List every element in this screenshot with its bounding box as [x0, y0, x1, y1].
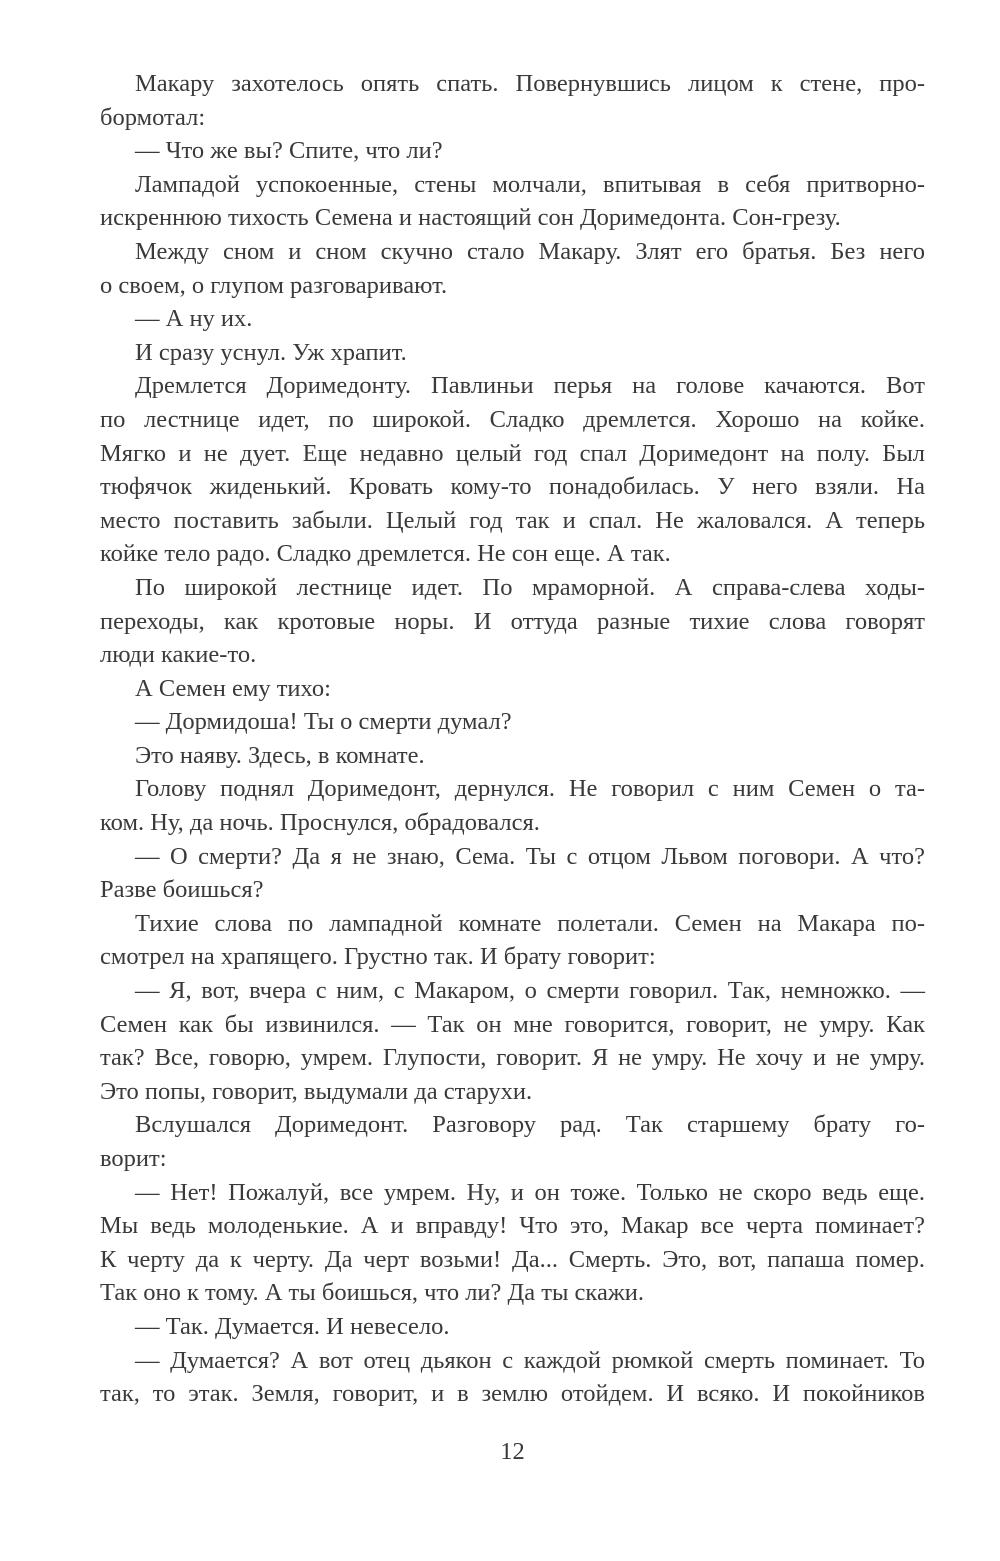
paragraph	[100, 134, 925, 168]
text-line: Мы ведь молоденькие. А и вправду! Что это, Макар все черта поминает?	[100, 1212, 925, 1240]
paragraph	[100, 168, 925, 235]
text-line: — Так. Думается. И невесело.	[135, 1312, 450, 1340]
text-line: тюфячок жиденький. Кровать кому-то понадобилась. У него взяли. На	[100, 473, 925, 501]
text-column	[100, 67, 925, 1411]
text-line: Между сном и сном скучно стало Макару. Злят его братья. Без него	[135, 237, 925, 265]
text-line: — О смерти? Да я не знаю, Сема. Ты с отцом Львом поговори. А что?	[135, 842, 925, 870]
paragraph	[100, 302, 925, 336]
text-line: Так оно к тому. А ты боишься, что ли? Да ты скажи.	[100, 1279, 644, 1307]
text-line: Вслушался Доримедонт. Разговору рад. Так старшему брату го-	[135, 1111, 925, 1139]
text-line: о своем, о глупом разговаривают.	[100, 271, 448, 299]
text-line: — Что же вы? Спите, что ли?	[135, 137, 443, 165]
text-line: ворит:	[100, 1145, 167, 1172]
text-line: ком. Ну, да ночь. Проснулся, обрадовался.	[100, 809, 540, 837]
text-line: по лестнице идет, по широкой. Сладко дремлется. Хорошо на койке.	[100, 405, 925, 433]
paragraph	[100, 772, 925, 839]
paragraph	[100, 974, 925, 1108]
text-line: так? Все, говорю, умрем. Глупости, говорит. Я не умру. Не хочу и не умру.	[100, 1044, 925, 1072]
text-line: — Нет! Пожалуй, все умрем. Ну, и он тоже. Только не скоро ведь еще.	[135, 1178, 925, 1206]
text-line: искреннюю тихость Семена и настоящий сон Доримедонта. Сон-грезу.	[100, 204, 841, 232]
text-line: так, то этак. Земля, говорит, и в землю отойдем. И всяко. И покойников	[100, 1380, 925, 1408]
text-line: Дремлется Доримедонту. Павлиньи перья на голове качаются. Вот	[135, 372, 925, 400]
text-line: По широкой лестнице идет. По мраморной. А справа-слева ходы-	[135, 573, 925, 601]
text-line: К черту да к черту. Да черт возьми! Да... Смерть. Это, вот, папаша помер.	[100, 1245, 925, 1273]
text-line: Это наяву. Здесь, в комнате.	[135, 741, 425, 769]
text-line: койке тело радо. Сладко дремлется. Не сон еще. А так.	[100, 540, 671, 568]
text-line: Тихие слова по лампадной комнате полетали. Семен на Макара по-	[135, 909, 925, 937]
paragraph	[100, 739, 925, 773]
paragraph	[100, 235, 925, 302]
text-line: Это попы, говорит, выдумали да старухи.	[100, 1077, 533, 1105]
text-line: — Думается? А вот отец дьякон с каждой рюмкой смерть поминает. То	[135, 1346, 925, 1374]
text-line: — Дормидоша! Ты о смерти думал?	[135, 708, 512, 736]
paragraph	[100, 705, 925, 739]
text-line: Семен как бы извинился. — Так он мне говорится, говорит, не умру. Как	[100, 1010, 925, 1038]
paragraph	[100, 1310, 925, 1344]
paragraph	[100, 336, 925, 370]
paragraph	[100, 1176, 925, 1310]
paragraph	[100, 672, 925, 706]
text-line: А Семен ему тихо:	[135, 674, 331, 702]
text-line: — Я, вот, вчера с ним, с Макаром, о смерти говорил. Так, немножко. —	[135, 977, 925, 1005]
text-line: люди какие-то.	[100, 641, 257, 669]
paragraph	[100, 67, 925, 134]
paragraph	[100, 571, 925, 672]
text-line: место поставить забыли. Целый год так и спал. Не жаловался. А теперь	[100, 506, 925, 534]
paragraph	[100, 840, 925, 907]
text-line: бормотал:	[100, 103, 206, 131]
text-line: Лампадой успокоенные, стены молчали, впитывая в себя притворно-	[135, 170, 925, 198]
text-line: Мягко и не дует. Еще недавно целый год спал Доримедонт на полу. Был	[100, 439, 925, 467]
text-line: И сразу уснул. Уж храпит.	[135, 338, 407, 366]
text-line: Голову поднял Доримедонт, дернулся. Не говорил с ним Семен о та-	[135, 775, 925, 803]
text-line: переходы, как кротовые норы. И оттуда разные тихие слова говорят	[100, 607, 925, 635]
paragraph	[100, 1108, 925, 1175]
paragraph	[100, 1344, 925, 1411]
text-line: Разве боишься?	[100, 876, 264, 904]
text-line: смотрел на храпящего. Грустно так. И брату говорит:	[100, 943, 656, 971]
text-line: Макару захотелось опять спать. Повернувшись лицом к стене, про-	[135, 70, 925, 97]
paragraph	[100, 907, 925, 974]
paragraph	[100, 369, 925, 571]
text-line: — А ну их.	[135, 305, 253, 333]
page-number: 12	[500, 1438, 525, 1465]
